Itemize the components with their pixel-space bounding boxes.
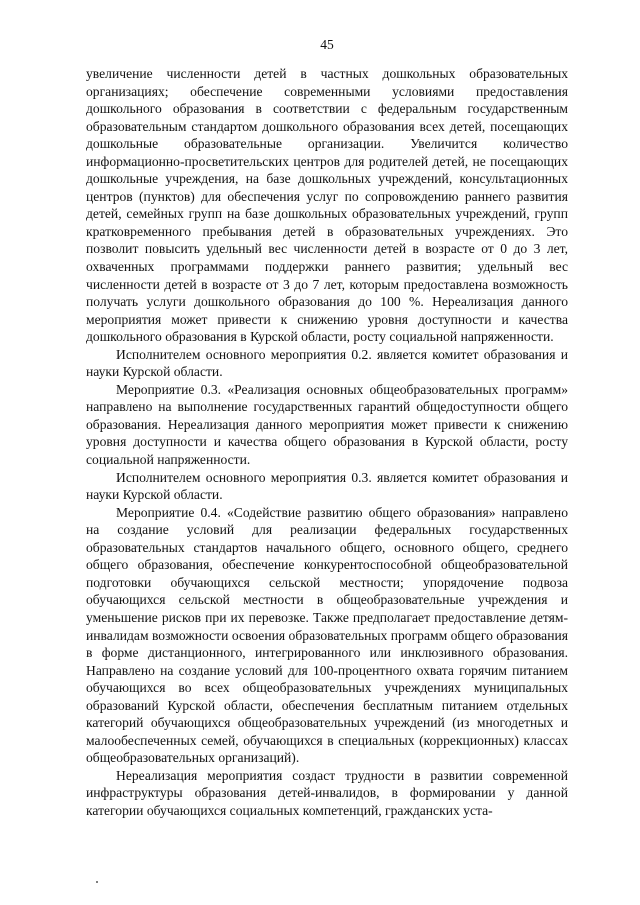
paragraph-6: Нереализация мероприятия создаст трудности в развитии современной инфраструктуры образования детей-инвалидов, в формировании у данной категории обучающихся социальных компетенций, гражданских уста- <box>86 767 568 818</box>
document-page <box>86 36 568 820</box>
page-number: 45 <box>320 37 334 52</box>
paragraph-4: Исполнителем основного мероприятия 0.3. является комитет образования и науки Курской области. <box>86 469 568 503</box>
paragraph-2: Исполнителем основного мероприятия 0.2. является комитет образования и науки Курской области. <box>86 346 568 380</box>
scan-speck <box>96 881 98 883</box>
paragraph-5: Мероприятие 0.4. «Содействие развитию общего образования» направлено на создание условий для реализации федеральных государственных образовательных стандартов начального общего, основного общего, среднего общего образования, обеспечение конкурентоспособной общеобразовательной подготовки обучающихся сельской местности; упорядочение подвоза обучающихся сельской местности в общеобразовательные учреждения и уменьшение рисков при их перевозке. Также предполагает предоставление детям-инвалидам возможности освоения образовательных программ общего образования в форме дистанционного, интегрированного или инклюзивного образования. Направлено на создание условий для 100-процентного охвата горячим питанием обучающихся во всех общеобразовательных учреждениях муниципальных образований Курской области, обеспечения бесплатным питанием отдельных категорий обучающихся общеобразовательных учреждений (из многодетных и малообеспеченных семей, обучающихся в специальных (коррекционных) классах общеобразовательных организаций). <box>86 504 568 766</box>
paragraph-1: увеличение численности детей в частных дошкольных образовательных организациях; обеспечение современными условиями предоставления дошкольного образования в соответствии с федеральным государственным образовательным стандартом дошкольного образования всех детей, посещающих дошкольные образовательные организации. Увеличится количество информационно-просветительских центров для родителей детей, не посещающих дошкольные учреждения, на базе дошкольных учреждений, консультационных центров (пунктов) для обеспечения услуг по сопровождению раннего развития детей, семейных групп на базе дошкольных образовательных учреждений, групп кратковременного пребывания детей в образовательных учреждениях. Это позволит повысить удельный вес численности детей в возрасте от 0 до 3 лет, охваченных программами поддержки раннего развития; удельный вес численности детей в возрасте от 3 до 7 лет, которым предоставлена возможность получать услуги дошкольного образования до 100 %. Нереализация данного мероприятия может привести к снижению уровня доступности и качества дошкольного образования в Курской области, росту социальной напряженности. <box>86 66 568 345</box>
paragraph-3: Мероприятие 0.3. «Реализация основных общеобразовательных программ» направлено на выполнение государственных гарантий общедоступности общего образования. Нереализация данного мероприятия может привести к снижению уровня доступности и качества общего образования в Курской области, росту социальной напряженности. <box>86 381 568 468</box>
